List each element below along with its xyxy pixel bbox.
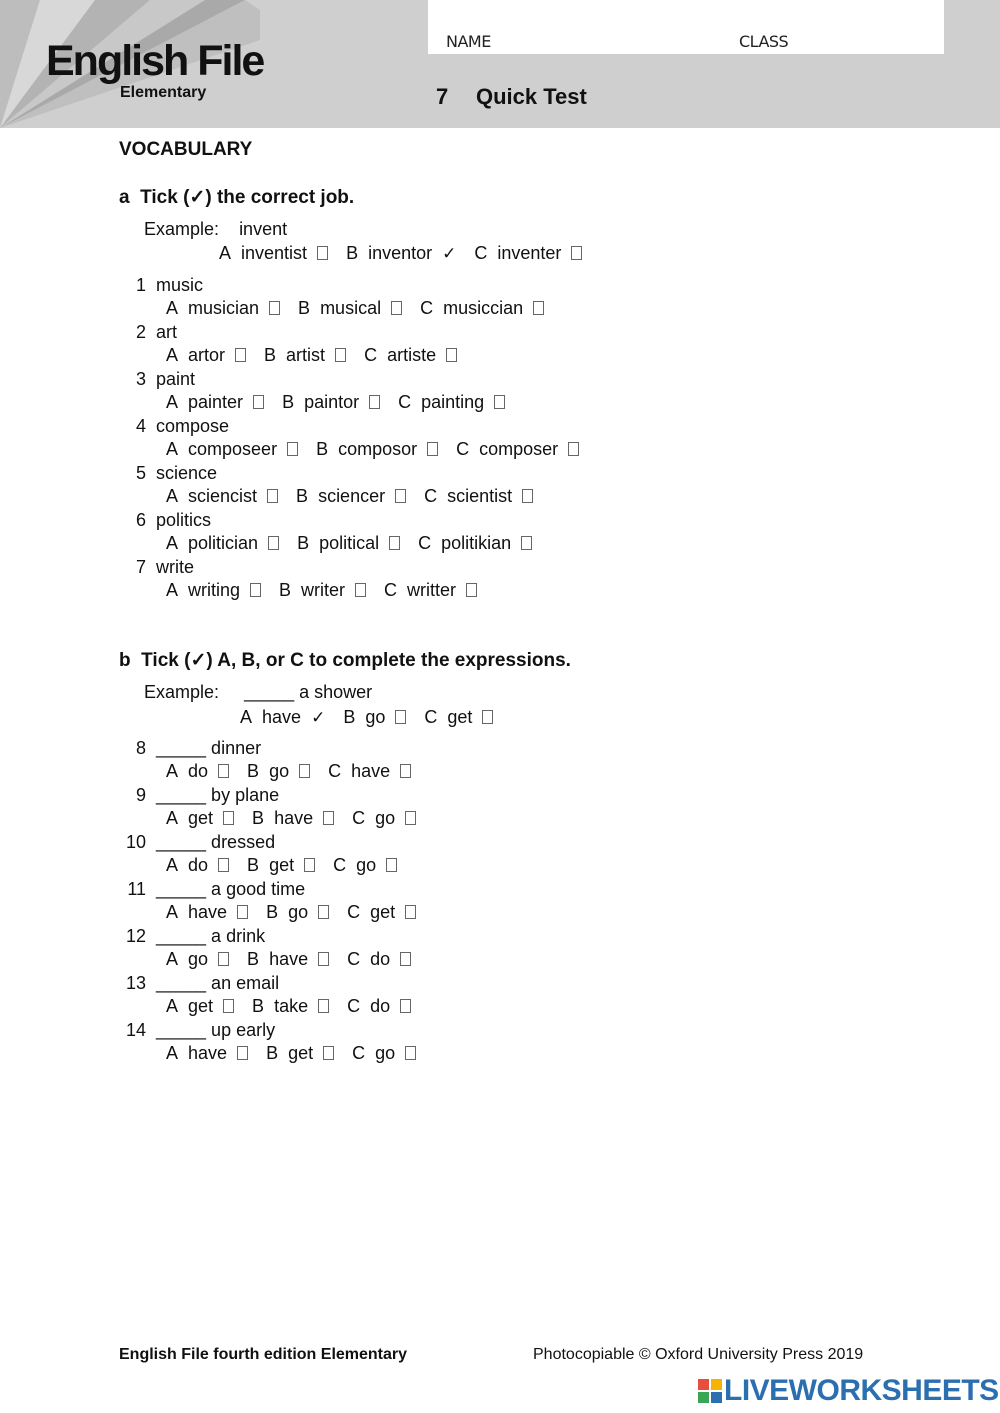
part-b-example-label bbox=[144, 681, 372, 703]
example-label: Example: bbox=[144, 219, 220, 239]
checkbox[interactable] bbox=[405, 1046, 416, 1060]
option-c bbox=[333, 854, 397, 876]
question-13 bbox=[124, 972, 279, 994]
checkbox[interactable] bbox=[304, 858, 315, 872]
part-a-instruction bbox=[119, 186, 354, 209]
option-letter: C bbox=[352, 808, 366, 828]
part-b-text: Tick (✓) A, B, or C to complete the expressions. bbox=[141, 650, 571, 671]
checkbox[interactable] bbox=[446, 348, 457, 362]
option-letter: C bbox=[328, 761, 342, 781]
question-number: 13 bbox=[125, 973, 146, 993]
option-letter: C bbox=[347, 902, 361, 922]
logo-title: English File bbox=[46, 37, 264, 85]
option-c bbox=[418, 532, 532, 554]
question-9-options bbox=[166, 807, 434, 829]
option-letter: A bbox=[166, 392, 179, 412]
option-b bbox=[282, 391, 380, 413]
option-text: musician bbox=[188, 298, 260, 318]
part-a-text: Tick (✓) the correct job. bbox=[140, 187, 355, 208]
question-number: 4 bbox=[135, 416, 146, 436]
footer-right: Photocopiable © Oxford University Press 2019 bbox=[533, 1346, 864, 1363]
question-prompt: _____ a drink bbox=[156, 926, 266, 946]
option-text: inventer bbox=[497, 243, 562, 263]
option-letter: A bbox=[166, 298, 179, 318]
option-b bbox=[264, 344, 346, 366]
option-c bbox=[352, 1042, 416, 1064]
option-letter: C bbox=[333, 855, 347, 875]
option-letter: C bbox=[424, 486, 438, 506]
option-letter: A bbox=[166, 439, 179, 459]
checkbox[interactable] bbox=[237, 905, 248, 919]
option-a bbox=[166, 1042, 248, 1064]
option-text: scientist bbox=[447, 486, 513, 506]
question-5-options bbox=[166, 485, 551, 507]
question-number: 3 bbox=[135, 369, 146, 389]
question-prompt: compose bbox=[156, 416, 230, 436]
option-a bbox=[166, 901, 248, 923]
option-text: do bbox=[188, 761, 209, 781]
option-text: do bbox=[370, 949, 391, 969]
checkbox[interactable] bbox=[267, 489, 278, 503]
question-11 bbox=[124, 878, 305, 900]
option-text: political bbox=[319, 533, 380, 553]
liveworksheets-logo-icon bbox=[698, 1379, 722, 1403]
question-8-options bbox=[166, 760, 429, 782]
watermark-text: LIVEWORKSHEETS bbox=[724, 1374, 999, 1407]
option-text: inventor bbox=[368, 243, 433, 263]
option-letter: B bbox=[297, 533, 310, 553]
option-text: writer bbox=[301, 580, 346, 600]
question-prompt: science bbox=[156, 463, 218, 483]
option-a bbox=[240, 706, 325, 729]
question-13-options bbox=[166, 995, 429, 1017]
question-4 bbox=[124, 415, 229, 437]
question-6-options bbox=[166, 532, 550, 554]
option-a bbox=[166, 995, 234, 1017]
option-text: composor bbox=[338, 439, 418, 459]
question-number: 12 bbox=[125, 926, 146, 946]
example-word: invent bbox=[239, 219, 288, 239]
option-text: get bbox=[269, 855, 295, 875]
name-label: NAME bbox=[446, 32, 491, 51]
option-letter: A bbox=[166, 902, 179, 922]
option-letter: A bbox=[166, 949, 179, 969]
checkbox[interactable] bbox=[386, 858, 397, 872]
question-1-options bbox=[166, 297, 562, 319]
option-letter: B bbox=[247, 949, 260, 969]
logo-subtitle: Elementary bbox=[120, 84, 207, 101]
example-label: Example: bbox=[144, 682, 220, 702]
option-c bbox=[347, 901, 416, 923]
question-prompt: _____ by plane bbox=[156, 785, 280, 805]
checkbox[interactable] bbox=[494, 395, 505, 409]
option-b bbox=[266, 901, 329, 923]
option-b bbox=[297, 532, 400, 554]
option-letter: B bbox=[266, 1043, 279, 1063]
checkbox[interactable] bbox=[395, 489, 406, 503]
option-text: have bbox=[188, 902, 228, 922]
option-text: do bbox=[370, 996, 391, 1016]
option-b bbox=[279, 579, 366, 601]
option-text: go bbox=[188, 949, 209, 969]
option-b bbox=[247, 854, 315, 876]
option-text: get bbox=[447, 707, 473, 727]
option-letter: B bbox=[247, 761, 260, 781]
checkbox[interactable] bbox=[482, 710, 493, 724]
checkbox[interactable] bbox=[521, 536, 532, 550]
option-letter: A bbox=[240, 707, 253, 727]
option-text: have bbox=[351, 761, 391, 781]
checkbox[interactable] bbox=[253, 395, 264, 409]
page-header bbox=[0, 0, 1000, 128]
option-text: writter bbox=[407, 580, 457, 600]
option-a bbox=[166, 297, 280, 319]
footer-left: English File fourth edition Elementary bbox=[119, 1346, 408, 1363]
checkbox[interactable] bbox=[235, 348, 246, 362]
option-text: writing bbox=[188, 580, 241, 600]
checkbox[interactable] bbox=[405, 905, 416, 919]
checkbox[interactable] bbox=[335, 348, 346, 362]
option-letter: B bbox=[282, 392, 295, 412]
question-14 bbox=[124, 1019, 275, 1041]
checkbox[interactable] bbox=[323, 1046, 334, 1060]
option-text: have bbox=[269, 949, 309, 969]
question-prompt: _____ dinner bbox=[156, 738, 262, 758]
checkbox[interactable] bbox=[250, 583, 261, 597]
option-c bbox=[424, 485, 533, 507]
option-letter: A bbox=[166, 1043, 179, 1063]
option-text: composeer bbox=[188, 439, 278, 459]
checkbox[interactable] bbox=[218, 952, 229, 966]
logo bbox=[46, 37, 264, 101]
option-b bbox=[252, 807, 334, 829]
question-number: 8 bbox=[135, 738, 146, 758]
question-number: 7 bbox=[135, 557, 146, 577]
checkbox[interactable] bbox=[318, 952, 329, 966]
checkbox[interactable] bbox=[427, 442, 438, 456]
question-12 bbox=[124, 925, 265, 947]
option-b bbox=[346, 242, 456, 265]
option-text: go bbox=[356, 855, 377, 875]
option-text: politician bbox=[188, 533, 259, 553]
checkbox[interactable] bbox=[571, 246, 582, 260]
option-a bbox=[166, 579, 261, 601]
option-letter: C bbox=[347, 996, 361, 1016]
option-c bbox=[347, 995, 411, 1017]
option-c bbox=[474, 242, 582, 264]
option-letter: B bbox=[252, 808, 265, 828]
question-prompt: music bbox=[156, 275, 204, 295]
question-11-options bbox=[166, 901, 434, 923]
question-1 bbox=[124, 274, 203, 296]
question-5 bbox=[124, 462, 217, 484]
option-a bbox=[166, 760, 229, 782]
option-b bbox=[252, 995, 329, 1017]
option-letter: A bbox=[166, 855, 179, 875]
option-a bbox=[166, 485, 278, 507]
option-letter: A bbox=[219, 243, 232, 263]
option-letter: B bbox=[343, 707, 356, 727]
part-b-example-options bbox=[240, 706, 511, 729]
option-c bbox=[456, 438, 579, 460]
question-3 bbox=[124, 368, 195, 390]
option-letter: B bbox=[346, 243, 359, 263]
checkbox[interactable] bbox=[391, 301, 402, 315]
option-text: take bbox=[274, 996, 309, 1016]
question-6 bbox=[124, 509, 211, 531]
question-3-options bbox=[166, 391, 523, 413]
option-text: painting bbox=[421, 392, 485, 412]
checkbox[interactable] bbox=[400, 764, 411, 778]
option-text: have bbox=[274, 808, 314, 828]
option-letter: A bbox=[166, 996, 179, 1016]
checkbox[interactable] bbox=[218, 858, 229, 872]
example-phrase: _____ a shower bbox=[244, 682, 373, 702]
option-text: get bbox=[288, 1043, 314, 1063]
checkbox[interactable] bbox=[369, 395, 380, 409]
checkbox[interactable] bbox=[533, 301, 544, 315]
option-text: politikian bbox=[441, 533, 512, 553]
part-b-instruction bbox=[119, 649, 571, 672]
tick-mark-icon: ✓ bbox=[311, 708, 326, 727]
checkbox[interactable] bbox=[389, 536, 400, 550]
checkbox[interactable] bbox=[223, 999, 234, 1013]
option-text: go bbox=[365, 707, 386, 727]
question-number: 2 bbox=[135, 322, 146, 342]
option-a bbox=[166, 948, 229, 970]
option-c bbox=[384, 579, 477, 601]
option-letter: B bbox=[264, 345, 277, 365]
option-b bbox=[247, 948, 329, 970]
checkbox[interactable] bbox=[269, 301, 280, 315]
option-letter: A bbox=[166, 761, 179, 781]
question-prompt: _____ an email bbox=[156, 973, 280, 993]
question-number: 11 bbox=[127, 879, 146, 899]
test-title: Quick Test bbox=[476, 84, 587, 109]
checkbox[interactable] bbox=[400, 952, 411, 966]
option-b bbox=[298, 297, 402, 319]
option-text: sciencer bbox=[318, 486, 386, 506]
question-number: 1 bbox=[135, 275, 146, 295]
question-prompt: _____ dressed bbox=[156, 832, 276, 852]
option-letter: A bbox=[166, 808, 179, 828]
question-14-options bbox=[166, 1042, 434, 1064]
tick-mark-icon: ✓ bbox=[442, 244, 457, 263]
option-c bbox=[364, 344, 457, 366]
option-letter: C bbox=[420, 298, 434, 318]
question-number: 14 bbox=[125, 1020, 146, 1040]
question-prompt: art bbox=[156, 322, 178, 342]
option-text: go bbox=[375, 1043, 396, 1063]
option-letter: A bbox=[166, 486, 179, 506]
checkbox[interactable] bbox=[268, 536, 279, 550]
option-letter: C bbox=[474, 243, 488, 263]
question-prompt: write bbox=[156, 557, 195, 577]
checkbox[interactable] bbox=[355, 583, 366, 597]
part-b-letter: b bbox=[119, 650, 131, 671]
option-text: artist bbox=[286, 345, 326, 365]
option-c bbox=[398, 391, 505, 413]
option-b bbox=[266, 1042, 334, 1064]
option-a bbox=[166, 391, 264, 413]
option-text: inventist bbox=[241, 243, 308, 263]
question-2 bbox=[124, 321, 177, 343]
checkbox[interactable] bbox=[400, 999, 411, 1013]
question-7-options bbox=[166, 579, 495, 601]
question-12-options bbox=[166, 948, 429, 970]
option-a bbox=[166, 344, 246, 366]
option-c bbox=[420, 297, 544, 319]
option-text: have bbox=[188, 1043, 228, 1063]
option-letter: B bbox=[298, 298, 311, 318]
question-prompt: _____ up early bbox=[156, 1020, 276, 1040]
option-text: artor bbox=[188, 345, 226, 365]
checkbox[interactable] bbox=[318, 999, 329, 1013]
option-letter: C bbox=[347, 949, 361, 969]
option-letter: A bbox=[166, 533, 179, 553]
name-class-box bbox=[428, 0, 944, 54]
option-letter: B bbox=[279, 580, 292, 600]
part-a-example-options bbox=[219, 242, 600, 265]
option-text: get bbox=[188, 996, 214, 1016]
option-letter: B bbox=[252, 996, 265, 1016]
part-a-example-label bbox=[144, 218, 287, 240]
question-2-options bbox=[166, 344, 475, 366]
option-text: painter bbox=[188, 392, 244, 412]
question-4-options bbox=[166, 438, 597, 460]
checkbox[interactable] bbox=[317, 246, 328, 260]
option-c bbox=[328, 760, 411, 782]
option-a bbox=[166, 807, 234, 829]
option-letter: C bbox=[456, 439, 470, 459]
checkbox[interactable] bbox=[522, 489, 533, 503]
question-prompt: _____ a good time bbox=[156, 879, 306, 899]
question-10-options bbox=[166, 854, 415, 876]
checkbox[interactable] bbox=[218, 764, 229, 778]
option-text: musical bbox=[320, 298, 382, 318]
checkbox[interactable] bbox=[223, 811, 234, 825]
option-text: composer bbox=[479, 439, 559, 459]
unit-number: 7 bbox=[436, 84, 449, 109]
checkbox[interactable] bbox=[299, 764, 310, 778]
option-text: artiste bbox=[387, 345, 437, 365]
liveworksheets-watermark bbox=[698, 1374, 999, 1410]
option-b bbox=[343, 706, 406, 728]
question-number: 6 bbox=[135, 510, 146, 530]
option-text: get bbox=[370, 902, 396, 922]
option-letter: C bbox=[424, 707, 438, 727]
vocabulary-heading: VOCABULARY bbox=[119, 139, 253, 160]
option-text: paintor bbox=[304, 392, 360, 412]
checkbox[interactable] bbox=[466, 583, 477, 597]
question-number: 10 bbox=[125, 832, 146, 852]
option-letter: B bbox=[316, 439, 329, 459]
checkbox[interactable] bbox=[395, 710, 406, 724]
option-b bbox=[247, 760, 310, 782]
option-letter: A bbox=[166, 580, 179, 600]
class-label: CLASS bbox=[739, 32, 789, 51]
option-c bbox=[352, 807, 416, 829]
option-text: go bbox=[375, 808, 396, 828]
question-number: 5 bbox=[135, 463, 146, 483]
question-8 bbox=[124, 737, 261, 759]
option-text: sciencist bbox=[188, 486, 258, 506]
question-10 bbox=[124, 831, 275, 853]
option-letter: C bbox=[398, 392, 412, 412]
option-letter: B bbox=[247, 855, 260, 875]
option-letter: C bbox=[384, 580, 398, 600]
option-a bbox=[166, 854, 229, 876]
checkbox[interactable] bbox=[318, 905, 329, 919]
option-a bbox=[219, 242, 328, 264]
option-text: go bbox=[269, 761, 290, 781]
question-7 bbox=[124, 556, 194, 578]
question-9 bbox=[124, 784, 279, 806]
checkbox[interactable] bbox=[568, 442, 579, 456]
option-c bbox=[424, 706, 493, 728]
option-text: musiccian bbox=[443, 298, 524, 318]
option-letter: C bbox=[352, 1043, 366, 1063]
option-c bbox=[347, 948, 411, 970]
option-a bbox=[166, 532, 279, 554]
checkbox[interactable] bbox=[237, 1046, 248, 1060]
option-b bbox=[316, 438, 438, 460]
option-letter: C bbox=[364, 345, 378, 365]
option-letter: A bbox=[166, 345, 179, 365]
part-a-letter: a bbox=[119, 187, 130, 208]
option-a bbox=[166, 438, 298, 460]
question-prompt: politics bbox=[156, 510, 212, 530]
option-letter: C bbox=[418, 533, 432, 553]
option-letter: B bbox=[266, 902, 279, 922]
question-number: 9 bbox=[135, 785, 146, 805]
option-text: go bbox=[288, 902, 309, 922]
checkbox[interactable] bbox=[323, 811, 334, 825]
checkbox[interactable] bbox=[405, 811, 416, 825]
option-b bbox=[296, 485, 406, 507]
option-text: do bbox=[188, 855, 209, 875]
question-prompt: paint bbox=[156, 369, 196, 389]
checkbox[interactable] bbox=[287, 442, 298, 456]
option-letter: B bbox=[296, 486, 309, 506]
option-text: get bbox=[188, 808, 214, 828]
option-text: have bbox=[262, 707, 302, 727]
